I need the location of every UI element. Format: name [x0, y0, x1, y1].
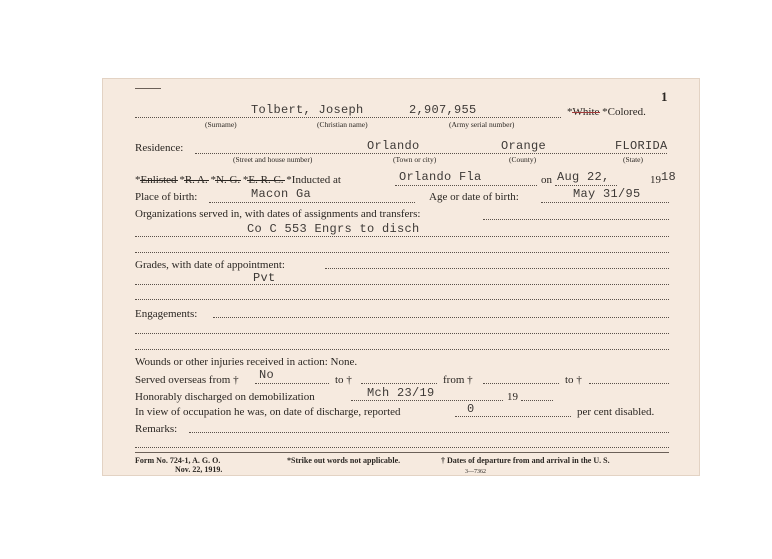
- print-code: 3—7362: [465, 469, 486, 475]
- induction-place-line: [395, 185, 537, 186]
- typed-induction-date: Aug 22,: [557, 170, 610, 184]
- on-label: on: [541, 174, 552, 186]
- overseas-to-line: [361, 383, 437, 384]
- typed-disability: 0: [467, 402, 475, 416]
- caption-county: (County): [509, 155, 537, 164]
- engagements-line-3: [135, 349, 669, 350]
- wounds-text: Wounds or other injuries received in action: None.: [135, 356, 358, 368]
- form-number: Form No. 724-1, A. G. O.: [135, 456, 221, 465]
- typed-name: Tolbert, Joseph: [251, 103, 364, 117]
- ng-struck: N. G.: [216, 174, 241, 186]
- discharge-year-line: [521, 400, 553, 401]
- organizations-line-2: [135, 236, 669, 237]
- form-date: Nov. 22, 1919.: [175, 465, 223, 474]
- organizations-line-3: [135, 252, 669, 253]
- typed-grade: Pvt: [253, 271, 276, 285]
- residence-line: [195, 153, 667, 154]
- star: *: [242, 174, 249, 186]
- overseas-to-label-2: to †: [565, 374, 582, 386]
- place-of-birth-label: Place of birth:: [135, 191, 198, 203]
- typed-discharge-date: Mch 23/19: [367, 386, 435, 400]
- disability-suffix: per cent disabled.: [577, 406, 655, 418]
- overseas-from-line-2: [483, 383, 559, 384]
- engagements-line-1: [213, 317, 669, 318]
- year-prefix: 19: [650, 174, 661, 186]
- caption-serial: (Army serial number): [449, 120, 515, 129]
- grades-line-1: [325, 268, 669, 269]
- dates-note: † Dates of departure from and arrival in the U. S.: [441, 456, 610, 465]
- overseas-to-label: to †: [335, 374, 352, 386]
- engagements-label: Engagements:: [135, 308, 198, 320]
- service-record-card: [102, 78, 700, 476]
- remarks-line-1: [189, 432, 669, 433]
- caption-state: (State): [623, 155, 643, 164]
- residence-label: Residence:: [135, 142, 184, 154]
- typed-serial-number: 2,907,955: [409, 103, 477, 117]
- discharge-date-line: [351, 400, 503, 401]
- overseas-to-line-2: [589, 383, 669, 384]
- card-number: 1: [661, 89, 668, 104]
- overseas-label: Served overseas from †: [135, 374, 239, 386]
- grades-label: Grades, with date of appointment:: [135, 259, 285, 271]
- organizations-line-1: [483, 219, 669, 220]
- star: *: [286, 174, 292, 186]
- typed-organizations: Co C 553 Engrs to disch: [247, 222, 420, 236]
- top-left-mark: [135, 88, 161, 89]
- date-of-birth-line: [541, 202, 669, 203]
- dagger: †: [233, 374, 239, 386]
- typed-county: Orange: [501, 139, 547, 153]
- race-field: [567, 106, 646, 118]
- overseas-from-label-2: from †: [443, 374, 473, 386]
- strike-note: *Strike out words not applicable.: [287, 456, 401, 465]
- age-label: Age or date of birth:: [429, 191, 519, 203]
- enlisted-struck: Enlisted: [140, 174, 177, 186]
- organizations-label: Organizations served in, with dates of assignments and transfers:: [135, 208, 421, 220]
- place-of-birth-line: [209, 202, 415, 203]
- ra-struck: R. A.: [184, 174, 208, 186]
- discharge-label: Honorably discharged on demobilization: [135, 391, 315, 403]
- engagements-line-2: [135, 333, 669, 334]
- induction-date-line: [555, 185, 617, 186]
- remarks-label: Remarks:: [135, 423, 178, 435]
- race-white-struck: White: [572, 106, 600, 118]
- star: *: [602, 106, 608, 118]
- typed-induction-year: 18: [661, 170, 677, 184]
- caption-christian-name: (Christian name): [317, 120, 368, 129]
- typed-town: Orlando: [367, 139, 420, 153]
- typed-state: FLORIDA: [615, 139, 668, 153]
- caption-street: (Street and house number): [233, 155, 313, 164]
- grades-line-2: [135, 284, 669, 285]
- overseas-from-line: [255, 383, 329, 384]
- name-line: [135, 117, 561, 118]
- remarks-line-2: [135, 447, 669, 448]
- typed-place-of-birth: Macon Ga: [251, 187, 312, 201]
- star: *: [179, 174, 185, 186]
- disability-line: [455, 416, 571, 417]
- typed-date-of-birth: May 31/95: [573, 187, 641, 201]
- inducted-label: Inducted at: [291, 174, 341, 186]
- star: *: [567, 106, 573, 118]
- disability-label: In view of occupation he was, on date of discharge, reported: [135, 406, 401, 418]
- typed-induction-place: Orlando Fla: [399, 170, 482, 184]
- race-colored: Colored.: [607, 106, 646, 118]
- caption-surname: (Surname): [205, 120, 237, 129]
- typed-overseas-from: No: [259, 368, 275, 382]
- star: *: [135, 174, 141, 186]
- discharge-year-prefix: 19: [507, 391, 518, 403]
- grades-line-3: [135, 299, 669, 300]
- footer-rule: [135, 452, 669, 453]
- star: *: [210, 174, 216, 186]
- erc-struck: E. R. C.: [248, 174, 284, 186]
- caption-town: (Town or city): [393, 155, 437, 164]
- enlistment-status: [135, 174, 341, 186]
